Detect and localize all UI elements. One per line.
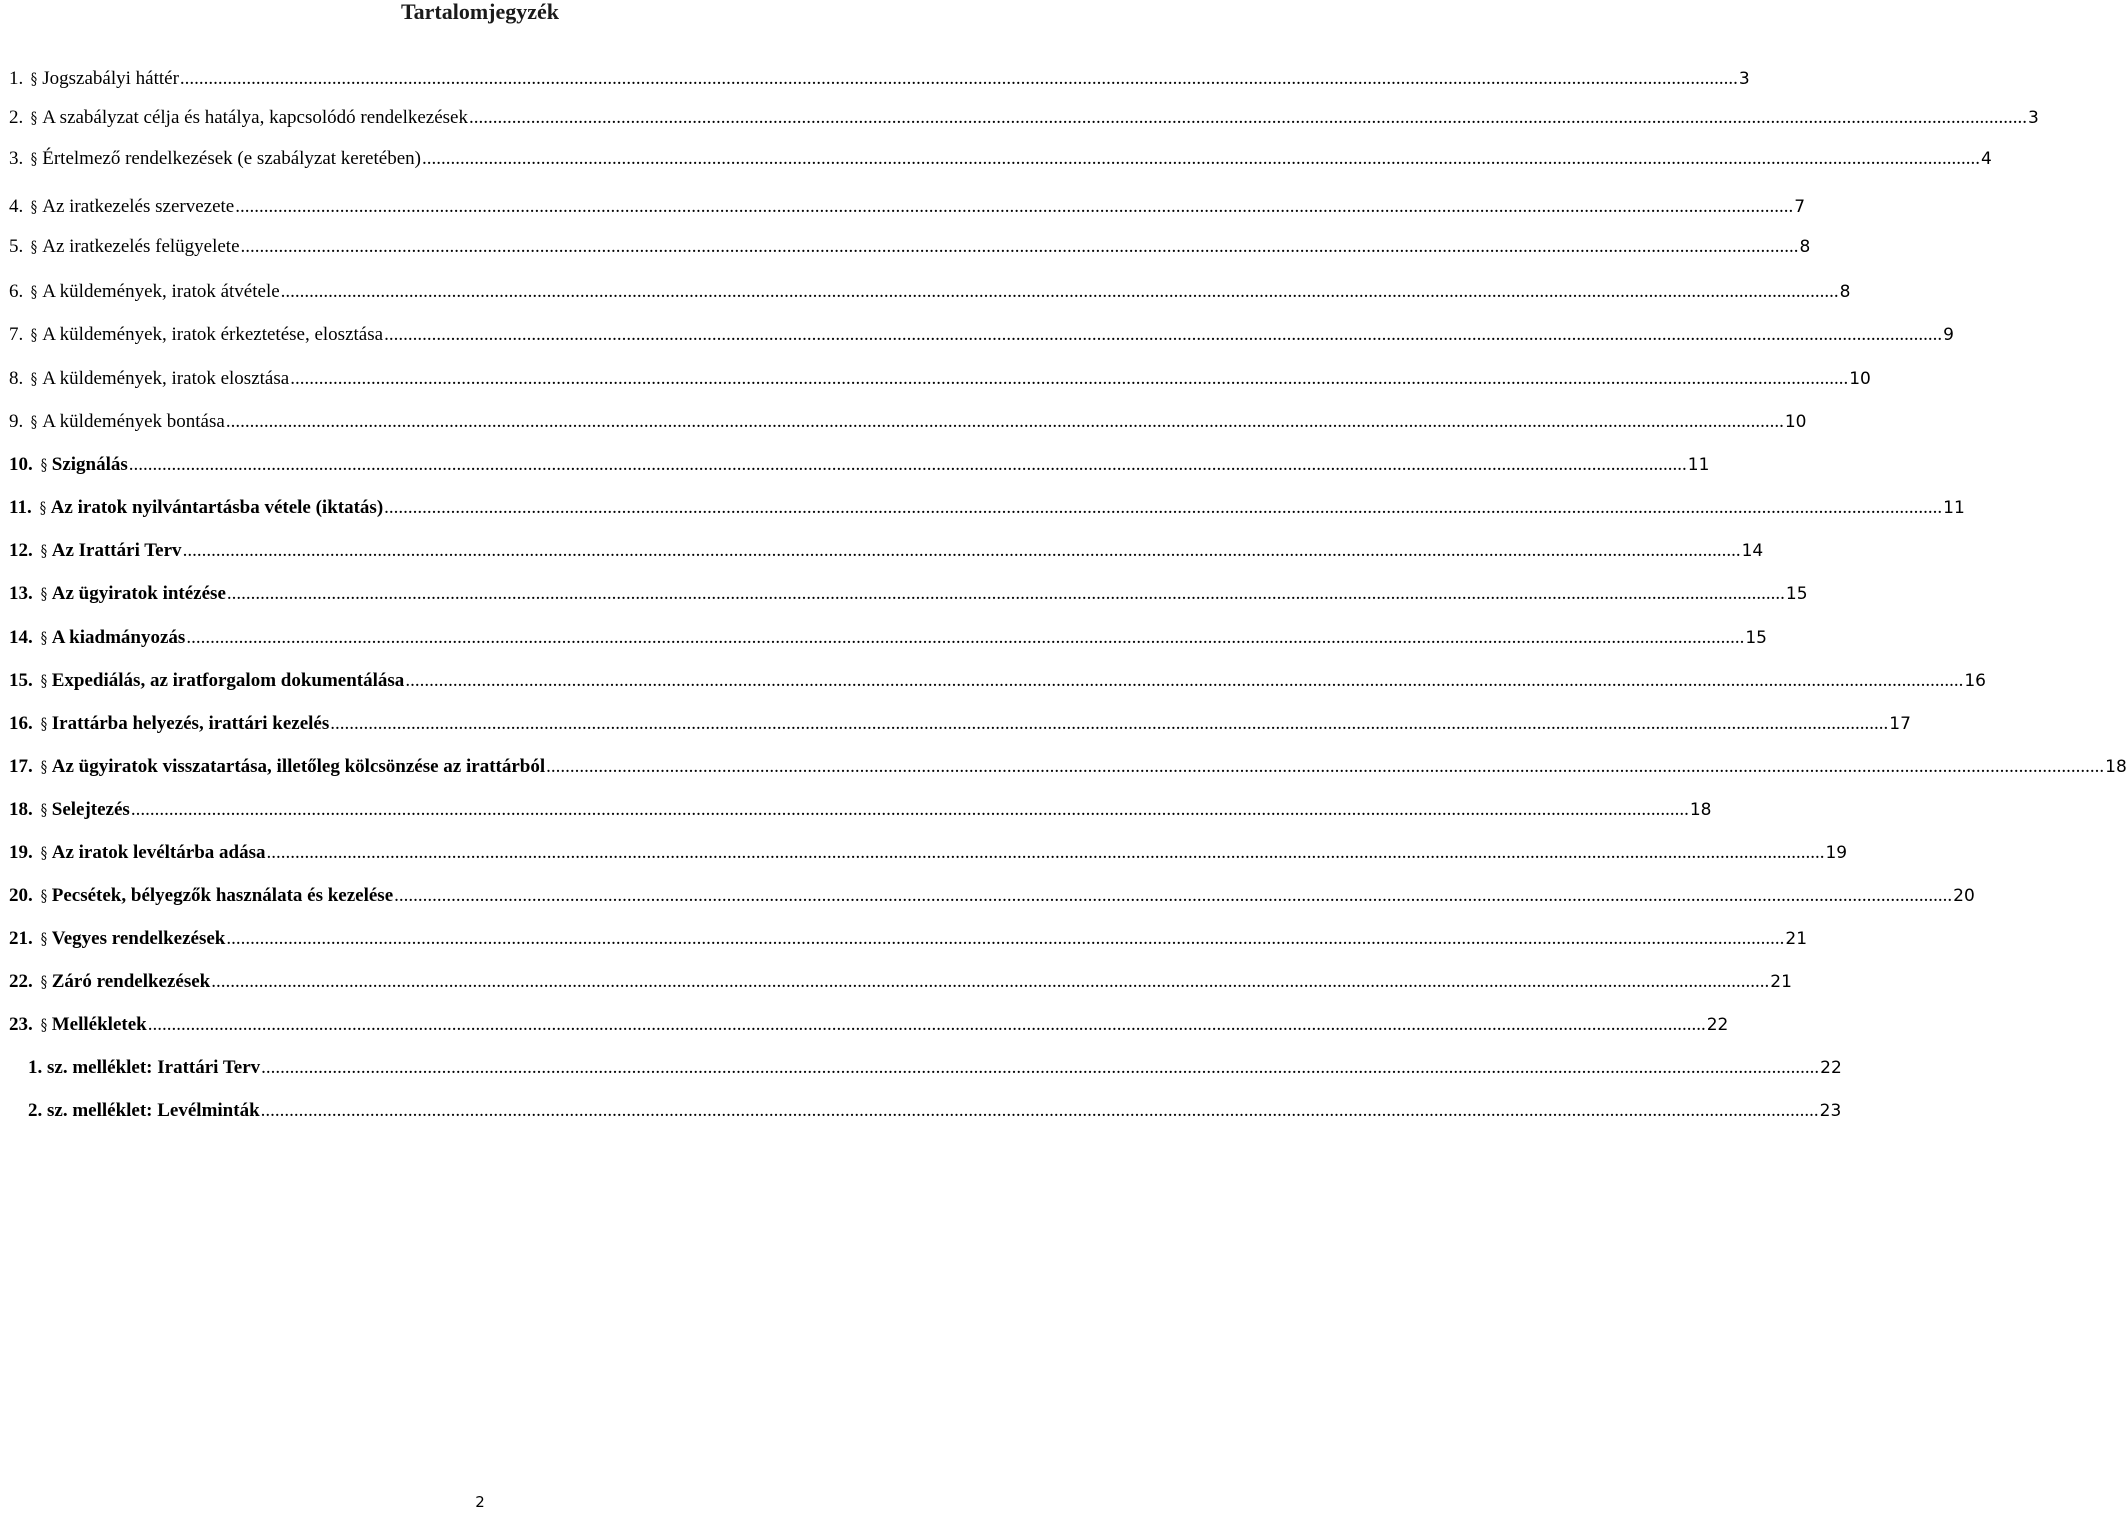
toc-entry-label: 1. sz. melléklet: Irattári Terv — [28, 1057, 261, 1078]
toc-entry-page: 23 — [1819, 1101, 1842, 1121]
section-sign-icon: § — [40, 886, 47, 905]
toc-entry-label: Expediálás, az iratforgalom dokumentálása — [51, 670, 405, 691]
dot-leader — [546, 753, 2104, 781]
toc-entry-label: Az iratkezelés felügyelete — [42, 236, 240, 257]
dot-leader — [186, 624, 1744, 652]
toc-entry-page: 17 — [1889, 714, 1911, 734]
toc-entry-page: 21 — [1785, 929, 1808, 949]
section-sign-icon: § — [31, 237, 38, 256]
toc-entry-label: A küldemények, iratok átvétele — [42, 281, 280, 302]
toc-entry-label: Jogszabályi háttér — [42, 68, 179, 89]
toc-entry-page: 19 — [1825, 843, 1848, 863]
toc-entry-17[interactable] — [9, 753, 2127, 781]
section-sign-icon: § — [31, 369, 38, 388]
section-sign-icon: § — [40, 757, 47, 776]
toc-entry-page: 10 — [1849, 369, 1871, 389]
toc-entry-4[interactable] — [9, 193, 1806, 221]
toc-entry-label: A küldemények, iratok érkeztetése, elosztása — [42, 324, 384, 345]
toc-entry-22[interactable] — [9, 968, 1792, 996]
toc-entry-page: 7 — [1794, 197, 1806, 217]
section-sign-icon: § — [31, 108, 38, 127]
toc-entry-number: 12. — [9, 540, 33, 561]
toc-entry-10[interactable] — [9, 451, 1710, 479]
toc-entry-19[interactable] — [9, 839, 1848, 867]
toc-entry-label: Az Irattári Terv — [51, 540, 182, 561]
toc-entry-page: 11 — [1687, 455, 1710, 475]
toc-entry-number: 14. — [9, 627, 33, 648]
toc-entry-18[interactable] — [9, 796, 1712, 824]
toc-entry-page: 22 — [1820, 1058, 1842, 1078]
toc-entry-page: 8 — [1839, 282, 1851, 302]
dot-leader — [384, 494, 1942, 522]
toc-entry-label: A szabályzat célja és hatálya, kapcsolódó rendelkezések — [42, 107, 468, 128]
toc-entry-page: 9 — [1943, 325, 1954, 345]
section-sign-icon: § — [40, 455, 47, 474]
toc-entry-2[interactable] — [9, 104, 2039, 132]
dot-leader — [131, 796, 1689, 824]
toc-entry-3[interactable] — [9, 145, 1992, 173]
toc-entry-label: Értelmező rendelkezések (e szabályzat keretében) — [42, 148, 421, 169]
dot-leader — [241, 233, 1799, 261]
section-sign-icon: § — [40, 929, 47, 948]
dot-leader — [405, 667, 1963, 695]
toc-entry-1[interactable] — [9, 65, 1750, 93]
toc-entry-9[interactable] — [9, 408, 1807, 436]
toc-entry-number: 7. — [9, 324, 24, 345]
dot-leader — [290, 365, 1848, 393]
toc-entry-label: Záró rendelkezések — [51, 971, 211, 992]
toc-entry-label: 2. sz. melléklet: Levélminták — [28, 1100, 260, 1121]
toc-entry-number: 10. — [9, 454, 33, 475]
section-sign-icon: § — [40, 714, 47, 733]
toc-entry-number: 11. — [9, 497, 32, 518]
dot-leader — [394, 882, 1952, 910]
toc-entry-label: Szignálás — [51, 454, 128, 475]
toc-entry-number: 21. — [9, 928, 33, 949]
toc-entry-label: Az ügyiratok intézése — [51, 583, 226, 604]
dot-leader — [226, 408, 1784, 436]
toc-entry-page: 4 — [1980, 149, 1992, 169]
toc-entry-13[interactable] — [9, 580, 1808, 608]
dot-leader — [226, 925, 1784, 953]
dot-leader — [261, 1097, 1819, 1125]
page-title: Tartalomjegyzék — [400, 0, 560, 24]
section-sign-icon: § — [31, 69, 38, 88]
toc-entry-number: 17. — [9, 756, 33, 777]
dot-leader — [261, 1054, 1819, 1082]
toc-entry-page: 20 — [1953, 886, 1975, 906]
dot-leader — [422, 145, 1980, 173]
toc-entry-page: 10 — [1784, 412, 1807, 432]
toc-entry-label: A küldemények bontása — [42, 411, 225, 432]
section-sign-icon: § — [40, 843, 47, 862]
dot-leader — [266, 839, 1824, 867]
section-sign-icon: § — [40, 972, 47, 991]
section-sign-icon: § — [40, 800, 47, 819]
toc-entry-number: 16. — [9, 713, 33, 734]
toc-entry-page: 8 — [1799, 237, 1811, 257]
toc-entry-number: 4. — [9, 196, 24, 217]
section-sign-icon: § — [40, 584, 47, 603]
section-sign-icon: § — [40, 541, 47, 560]
dot-leader — [183, 537, 1741, 565]
toc-entry-number: 19. — [9, 842, 33, 863]
toc-entry-number: 18. — [9, 799, 33, 820]
section-sign-icon: § — [31, 197, 38, 216]
dot-leader — [180, 65, 1738, 93]
toc-entry-label: Irattárba helyezés, irattári kezelés — [51, 713, 330, 734]
toc-entry-number: 9. — [9, 411, 24, 432]
toc-entry-page: 3 — [2027, 108, 2039, 128]
toc-entry-number: 23. — [9, 1014, 33, 1035]
toc-entry-page: 22 — [1706, 1015, 1729, 1035]
toc-entry-number: 13. — [9, 583, 33, 604]
toc-entry-14[interactable] — [9, 624, 1767, 652]
dot-leader — [148, 1011, 1706, 1039]
dot-leader — [384, 321, 1942, 349]
toc-entry-number: 6. — [9, 281, 24, 302]
toc-entry-6[interactable] — [9, 278, 1851, 306]
toc-entry-number: 1. — [9, 68, 24, 89]
toc-entry-number: 15. — [9, 670, 33, 691]
section-sign-icon: § — [31, 149, 38, 168]
toc-entry-21[interactable] — [9, 925, 1808, 953]
toc-entry-number: 3. — [9, 148, 24, 169]
section-sign-icon: § — [39, 498, 46, 517]
section-sign-icon: § — [31, 412, 38, 431]
toc-entry-23[interactable] — [9, 1011, 1729, 1039]
toc-entry-8[interactable] — [9, 365, 1871, 393]
dot-leader — [129, 451, 1687, 479]
section-sign-icon: § — [31, 325, 38, 344]
toc-entry-number: 22. — [9, 971, 33, 992]
page-number: 2 — [475, 1493, 485, 1511]
toc-entry-page: 16 — [1964, 671, 1986, 691]
toc-entry-page: 21 — [1770, 972, 1792, 992]
dot-leader — [469, 104, 2027, 132]
dot-leader — [211, 968, 1769, 996]
section-sign-icon: § — [40, 628, 47, 647]
toc-annex-1[interactable] — [28, 1054, 1842, 1082]
dot-leader — [227, 580, 1785, 608]
toc-entry-label: A küldemények, iratok elosztása — [42, 368, 290, 389]
toc-entry-number: 8. — [9, 368, 24, 389]
toc-entry-label: Vegyes rendelkezések — [51, 928, 226, 949]
toc-entry-label: Pecsétek, bélyegzők használata és kezelése — [51, 885, 394, 906]
section-sign-icon: § — [31, 282, 38, 301]
toc-entry-page: 15 — [1745, 628, 1767, 648]
toc-entry-20[interactable] — [9, 882, 1975, 910]
toc-entry-label: Selejtezés — [51, 799, 130, 820]
toc-entry-label: Mellékletek — [51, 1014, 147, 1035]
section-sign-icon: § — [40, 671, 47, 690]
toc-entry-label: A kiadmányozás — [51, 627, 186, 648]
toc-entry-number: 2. — [9, 107, 24, 128]
toc-entry-16[interactable] — [9, 710, 1911, 738]
toc-entry-label: Az iratok levéltárba adása — [51, 842, 266, 863]
toc-entry-label: Az iratkezelés szervezete — [42, 196, 235, 217]
toc-entry-page: 18 — [1689, 800, 1712, 820]
toc-entry-11[interactable] — [9, 494, 1965, 522]
toc-entry-page: 14 — [1741, 541, 1764, 561]
toc-entry-page: 18 — [2105, 757, 2127, 777]
toc-entry-label: Az ügyiratok visszatartása, illetőleg kölcsönzése az irattárból — [51, 756, 546, 777]
toc-entry-5[interactable] — [9, 233, 1811, 261]
toc-entry-page: 15 — [1785, 584, 1808, 604]
toc-entry-7[interactable] — [9, 321, 1954, 349]
toc-entry-page: 3 — [1738, 69, 1750, 89]
toc-entry-number: 20. — [9, 885, 33, 906]
toc-annex-2[interactable] — [28, 1097, 1842, 1125]
dot-leader — [330, 710, 1888, 738]
toc-entry-page: 11 — [1943, 498, 1965, 518]
toc-entry-number: 5. — [9, 236, 24, 257]
section-sign-icon: § — [40, 1015, 47, 1034]
toc-entry-12[interactable] — [9, 537, 1764, 565]
dot-leader — [281, 278, 1839, 306]
toc-entry-15[interactable] — [9, 667, 1986, 695]
toc-entry-label: Az iratok nyilvántartásba vétele (iktatás) — [50, 497, 384, 518]
dot-leader — [235, 193, 1793, 221]
